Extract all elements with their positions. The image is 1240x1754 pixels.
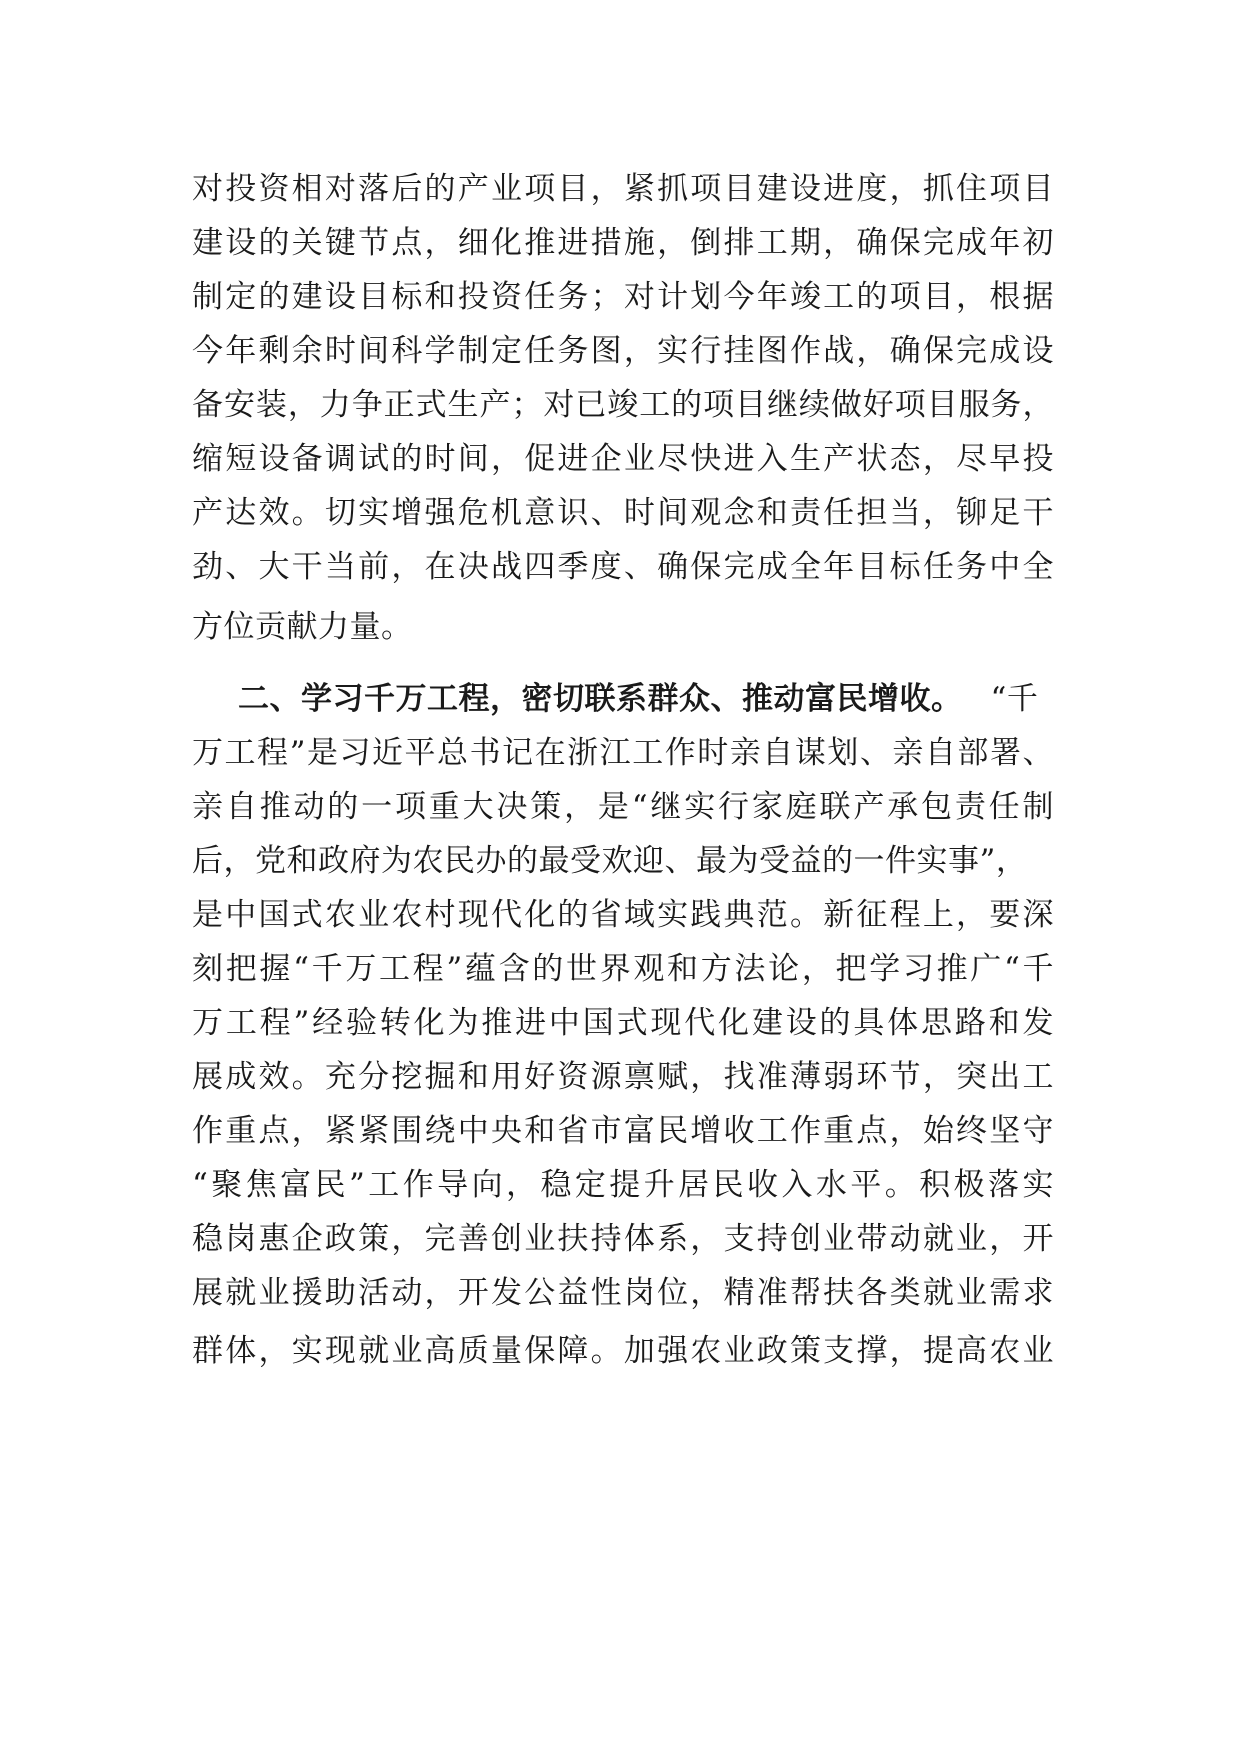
paragraph-line: 刻把握“千万工程”蕴含的世界观和方法论，把学习推广“千 xyxy=(192,951,1054,987)
paragraph-line: 产达效。切实增强危机意识、时间观念和责任担当，铆足干 xyxy=(192,495,1054,531)
paragraph-line: 后，党和政府为农民办的最受欢迎、最为受益的一件实事”， xyxy=(192,843,1028,879)
paragraph-line: 劲、大干当前，在决战四季度、确保完成全年目标任务中全 xyxy=(192,549,1054,585)
paragraph-line: 群体，实现就业高质量保障。加强农业政策支撑，提高农业 xyxy=(192,1333,1054,1369)
paragraph-line: 万工程”是习近平总书记在浙江工作时亲自谋划、亲自部署、 xyxy=(192,735,1054,771)
paragraph-line: 作重点，紧紧围绕中央和省市富民增收工作重点，始终坚守 xyxy=(192,1113,1054,1149)
paragraph-line: 万工程”经验转化为推进中国式现代化建设的具体思路和发 xyxy=(192,1005,1054,1041)
paragraph-line: 缩短设备调试的时间，促进企业尽快进入生产状态，尽早投 xyxy=(192,441,1054,477)
paragraph-line: 建设的关键节点，细化推进措施，倒排工期，确保完成年初 xyxy=(192,225,1054,261)
section-heading-line xyxy=(238,677,1054,721)
paragraph-line: 稳岗惠企政策，完善创业扶持体系，支持创业带动就业，开 xyxy=(192,1221,1054,1257)
paragraph-line: 今年剩余时间科学制定任务图，实行挂图作战，确保完成设 xyxy=(192,333,1054,369)
paragraph-line: 展成效。充分挖掘和用好资源禀赋，找准薄弱环节，突出工 xyxy=(192,1059,1054,1095)
heading-line-rest: “千 xyxy=(990,681,1039,717)
section-heading: 二、学习千万工程，密切联系群众、推动富民增收。 xyxy=(238,681,963,717)
paragraph-line: 展就业援助活动，开发公益性岗位，精准帮扶各类就业需求 xyxy=(192,1275,1054,1311)
paragraph-line: 对投资相对落后的产业项目，紧抓项目建设进度，抓住项目 xyxy=(192,171,1054,207)
paragraph-line: 备安装，力争正式生产；对已竣工的项目继续做好项目服务， xyxy=(192,387,1054,423)
paragraph-line: 亲自推动的一项重大决策，是“继实行家庭联产承包责任制 xyxy=(192,789,1054,825)
paragraph-line: 制定的建设目标和投资任务；对计划今年竣工的项目，根据 xyxy=(192,279,1054,315)
paragraph-line: “聚焦富民”工作导向，稳定提升居民收入水平。积极落实 xyxy=(192,1167,1054,1203)
paragraph-line: 是中国式农业农村现代化的省域实践典范。新征程上，要深 xyxy=(192,897,1054,933)
paragraph-line: 方位贡献力量。 xyxy=(192,609,413,645)
